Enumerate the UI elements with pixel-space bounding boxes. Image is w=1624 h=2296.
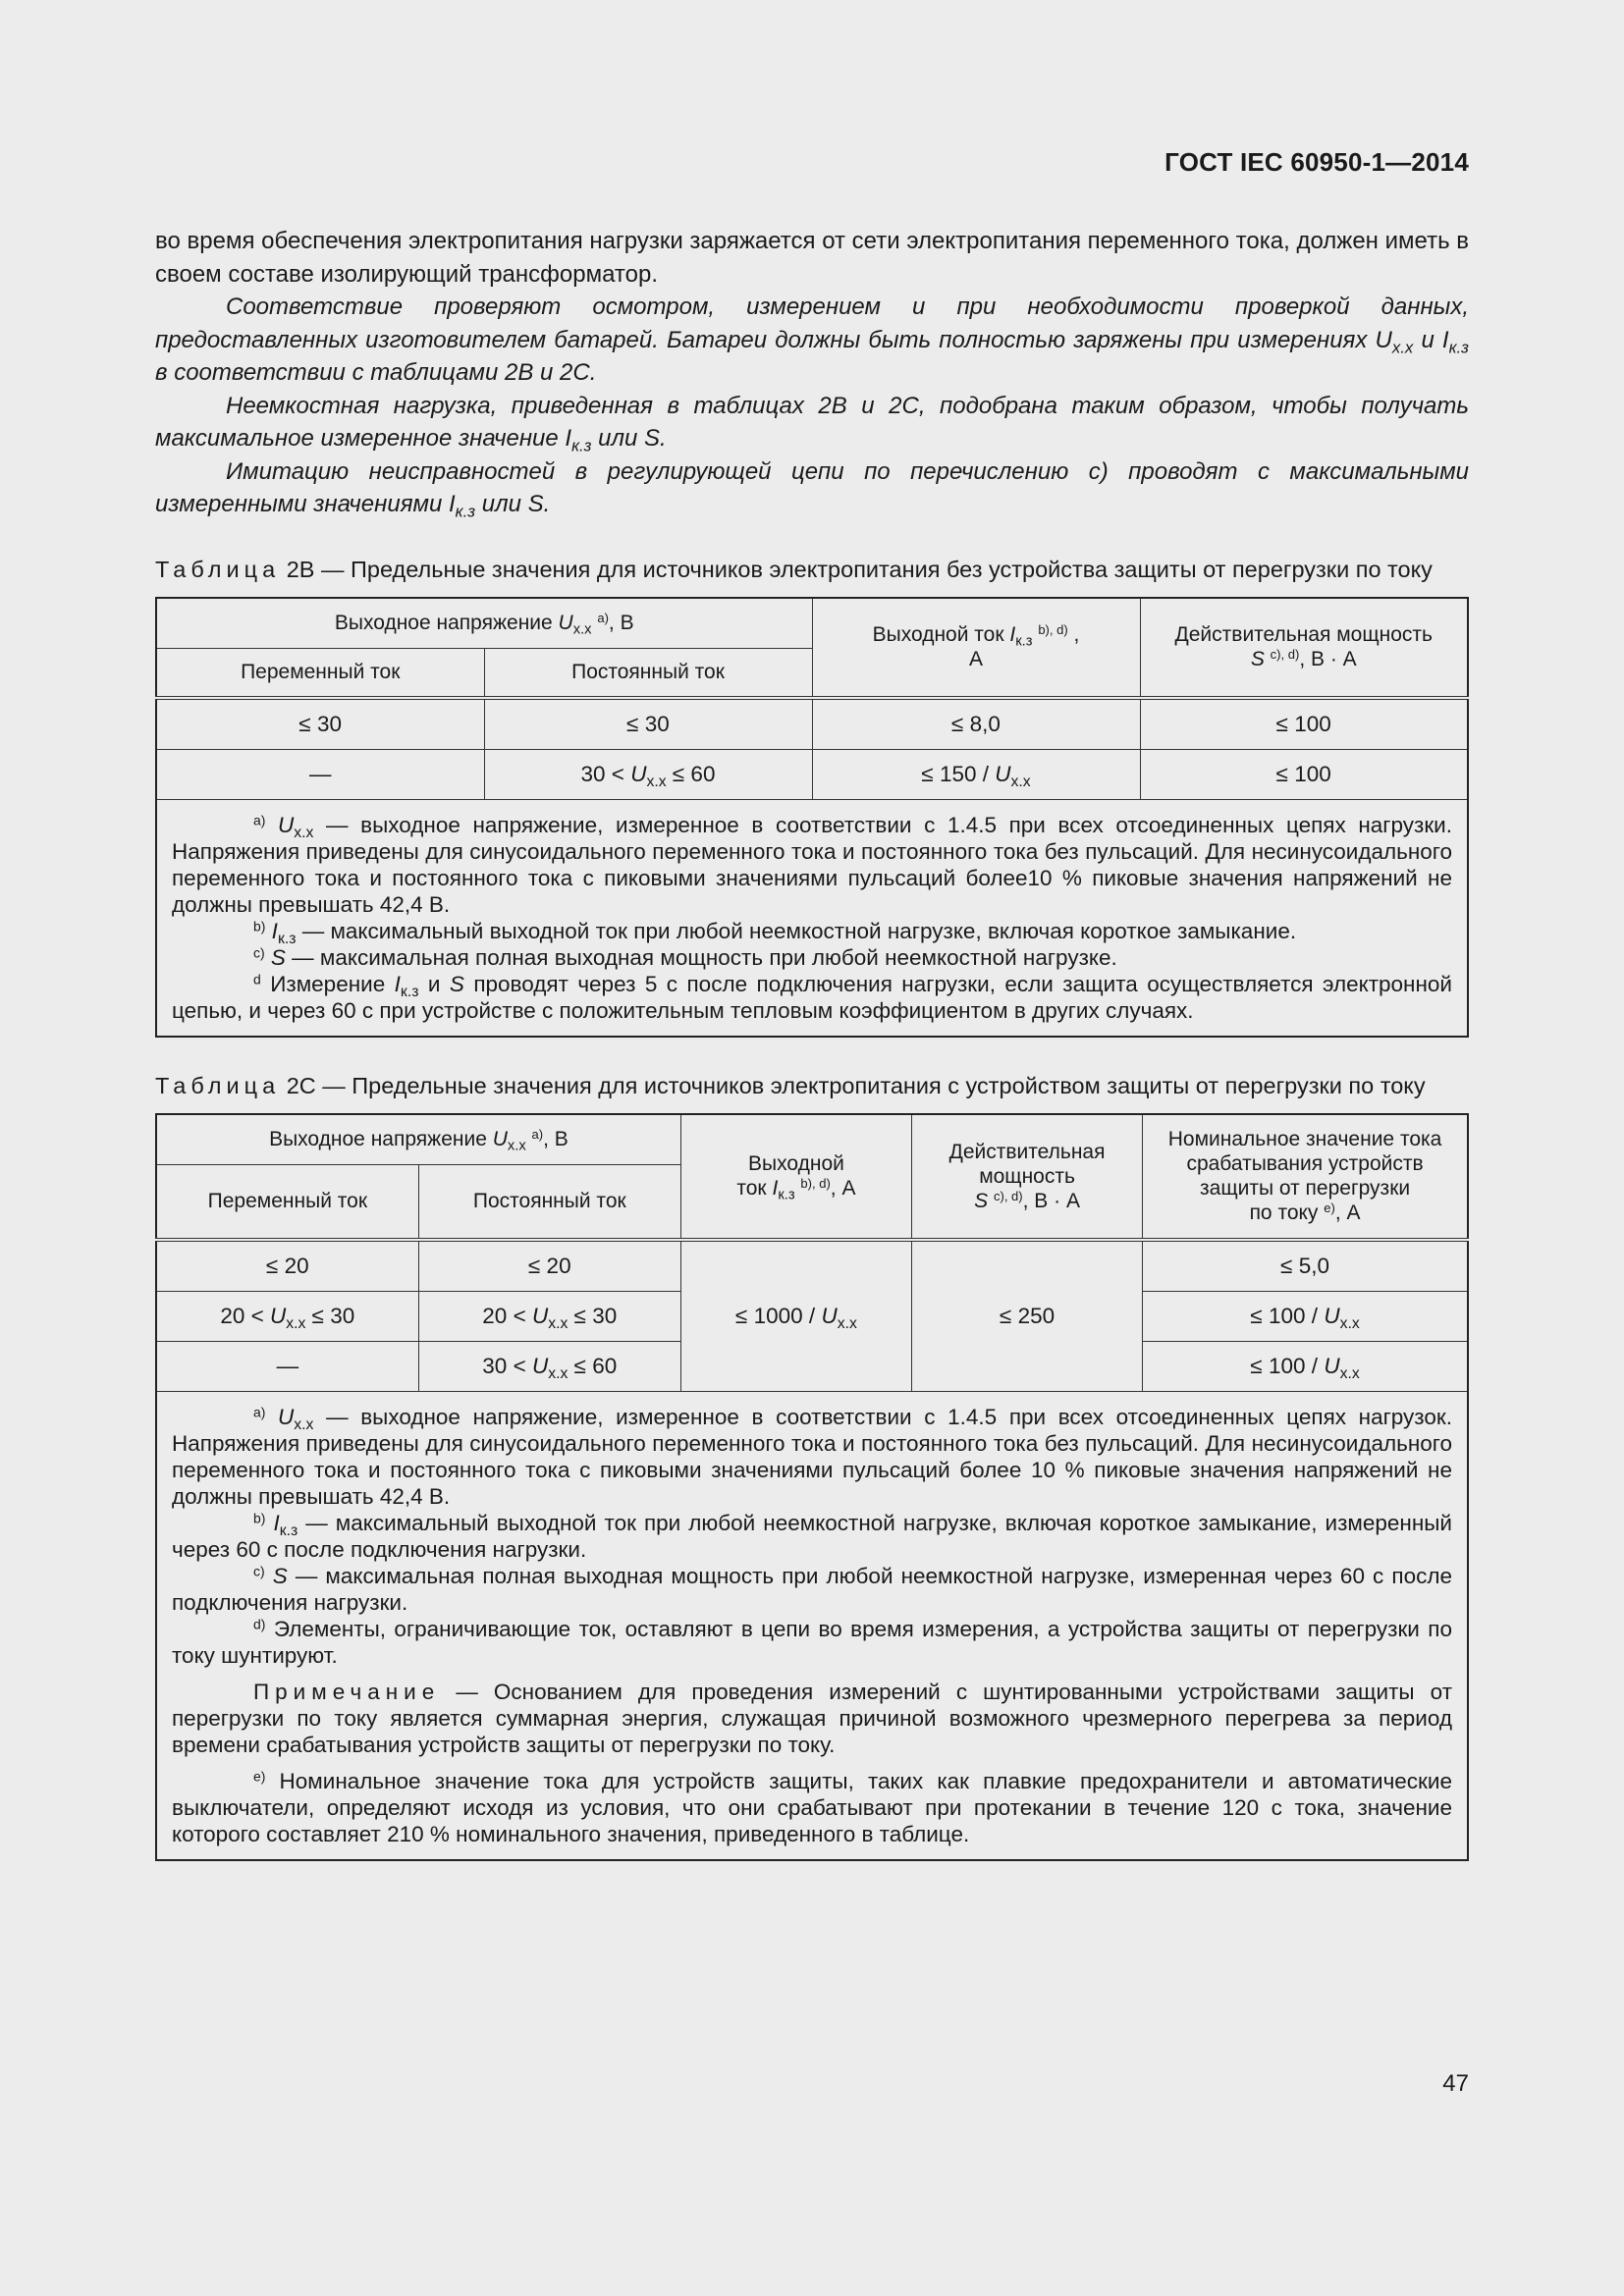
cell-ac: —: [156, 749, 484, 799]
table-row: [156, 749, 1468, 799]
cell-dc: $30 < U_{х.х} \le 60$: [484, 749, 812, 799]
cell-rated: ≤ $100 / U_{х.х}$: [1143, 1291, 1468, 1341]
footnote-c: $^{c)}$ S — максимальная полная выходная мощность при любой неемкостной нагрузке, измеренная через 60 с после подключения нагрузки.: [172, 1562, 1452, 1615]
footnote-d: $^d$ Измерение $I_{к.з}$ и S проводят через 5 с после подключения нагрузки, если защита осуществляется электронной цепью, и через 60 с при устройстве с положительным тепловым коэффициентом в других случаях.: [172, 970, 1452, 1023]
document-header: ГОСТ IEC 60950-1—2014: [1164, 147, 1469, 177]
table-2c-notes: [156, 1391, 1468, 1860]
cell-dc: $30 < U_{х.х} \le 60$: [418, 1341, 680, 1391]
header-rated-current: Номинальное значение тока срабатывания устройств защиты от перегрузки по току $^{e)}$, А: [1143, 1114, 1468, 1240]
cell-current: ≤ 8,0: [812, 698, 1140, 750]
table-2b-caption: Таблица 2B — Предельные значения для источников электропитания без устройства защиты от перегрузки по току: [155, 556, 1433, 582]
header-output-voltage: Выходное напряжение $U_{х.х}$ $^{a)}$, В: [156, 598, 812, 649]
table-row: [156, 1240, 1468, 1292]
table-note: Примечание — Основанием для проведения измерений с шунтированными устройствами защиты от перегрузки по току является суммарная энергия, служащая причиной возможного чрезмерного перегрева за период времени срабатывания устройств защиты от перегрузки по току.: [172, 1679, 1452, 1757]
table-row: [156, 698, 1468, 750]
footnote-b: $^{b)}$ $I_{к.з}$ — максимальный выходной ток при любой неемкостной нагрузке, включая короткое замыкание.: [253, 917, 1297, 947]
table-2c: [155, 1113, 1469, 1861]
page-body: [155, 225, 1469, 1861]
page-number: 47: [1442, 2070, 1469, 2097]
header-real-power: Действительная мощность S $^{c), d)}$, В · А: [912, 1114, 1143, 1240]
cell-power-merged: ≤ 250: [912, 1240, 1143, 1392]
header-output-current: Выходной ток $I_{к.з}$ $^{b), d)}$ , А: [812, 598, 1140, 698]
intro-paragraph-3: Неемкостная нагрузка, приведенная в таблицах 2B и 2C, подобрана таким образом, чтобы получать максимальное измеренное значение $I_{к.з}$ или S.: [155, 392, 1469, 455]
cell-dc: $20 < U_{х.х} \le 30$: [418, 1291, 680, 1341]
footnote-d: $^{d)}$ Элементы, ограничивающие ток, оставляют в цепи во время измерения, а устройства защиты от перегрузки по току шунтируют.: [172, 1615, 1452, 1668]
intro-paragraph-2: Соответствие проверяют осмотром, измерением и при необходимости проверкой данных, предоставленных изготовителем батарей. Батареи должны быть полностью заряжены при измерениях $U_{х.х}$ и $I_{к.з}$ в соответствии с таблицами 2B и 2C.: [155, 294, 1469, 386]
cell-ac: ≤ 30: [156, 698, 484, 750]
cell-dc: ≤ 30: [484, 698, 812, 750]
cell-power: ≤ 100: [1140, 698, 1468, 750]
table-2b-notes: [156, 799, 1468, 1037]
header-output-voltage: Выходное напряжение $U_{х.х}$ $^{a)}$, В: [156, 1114, 680, 1165]
intro-paragraph-1: во время обеспечения электропитания нагрузки заряжается от сети электропитания переменного тока, должен иметь в своем составе изолирующий трансформатор.: [155, 228, 1469, 288]
intro-paragraph-4: Имитацию неисправностей в регулирующей цепи по перечислению c) проводят с максимальными измеренными значениями $I_{к.з}$ или S.: [155, 457, 1469, 521]
table-2b: [155, 597, 1469, 1038]
footnote-a: $^{a)}$ $U_{х.х}$ — выходное напряжение, измеренное в соответствии с 1.4.5 при всех отсоединенных цепях нагрузки. Напряжения приведены для синусоидального переменного тока и постоянного тока без пульсаций. Для несинусоидального переменного тока и постоянного тока с пиковыми значениями пульсаций более10 % пиковые значения напряжений не должны превышать 42,4 В.: [172, 811, 1452, 917]
cell-current-merged: ≤ $1000 / U_{х.х}$: [680, 1240, 911, 1392]
cell-ac: ≤ 20: [156, 1240, 418, 1292]
cell-dc: ≤ 20: [418, 1240, 680, 1292]
footnote-c: $^{c)}$ S — максимальная полная выходная мощность при любой неемкостной нагрузке.: [253, 943, 1117, 970]
footnote-e: $^{e)}$ Номинальное значение тока для устройств защиты, таких как плавкие предохранители и автоматические выключатели, определяют исходя из условия, что они срабатывают при протекании в течение 120 с тока, значение которого составляет 210 % номинального значения, приведенного в таблице.: [172, 1767, 1452, 1846]
footnote-a: $^{a)}$ $U_{х.х}$ — выходное напряжение, измеренное в соответствии с 1.4.5 при всех отсоединенных цепях нагрузок. Напряжения приведены для синусоидального переменного тока и постоянного тока без пульсаций. Для несинусоидального переменного тока и постоянного тока с пиковыми значениями пульсаций более 10 % пиковые значения напряжений не должны превышать 42,4 В.: [172, 1403, 1452, 1509]
cell-current: ≤ $150 / U_{х.х}$: [812, 749, 1140, 799]
cell-ac: $20 < U_{х.х} \le 30$: [156, 1291, 418, 1341]
cell-ac: —: [156, 1341, 418, 1391]
cell-rated: ≤ 5,0: [1143, 1240, 1468, 1292]
header-output-current: Выходной ток $I_{к.з}$ $^{b), d)}$, А: [680, 1114, 911, 1240]
header-dc: Постоянный ток: [418, 1164, 680, 1240]
header-dc: Постоянный ток: [484, 648, 812, 698]
cell-power: ≤ 100: [1140, 749, 1468, 799]
header-ac: Переменный ток: [156, 1164, 418, 1240]
table-2c-caption: Таблица 2C — Предельные значения для источников электропитания с устройством защиты от перегрузки по току: [155, 1072, 1426, 1098]
footnote-b: $^{b)}$ $I_{к.з}$ — максимальный выходной ток при любой неемкостной нагрузке, включая короткое замыкание, измеренный через 60 с после подключения нагрузки.: [172, 1509, 1452, 1562]
header-real-power: Действительная мощность S $^{c), d)}$, В · А: [1140, 598, 1468, 698]
header-ac: Переменный ток: [156, 648, 484, 698]
cell-rated: ≤ $100 / U_{х.х}$: [1143, 1341, 1468, 1391]
